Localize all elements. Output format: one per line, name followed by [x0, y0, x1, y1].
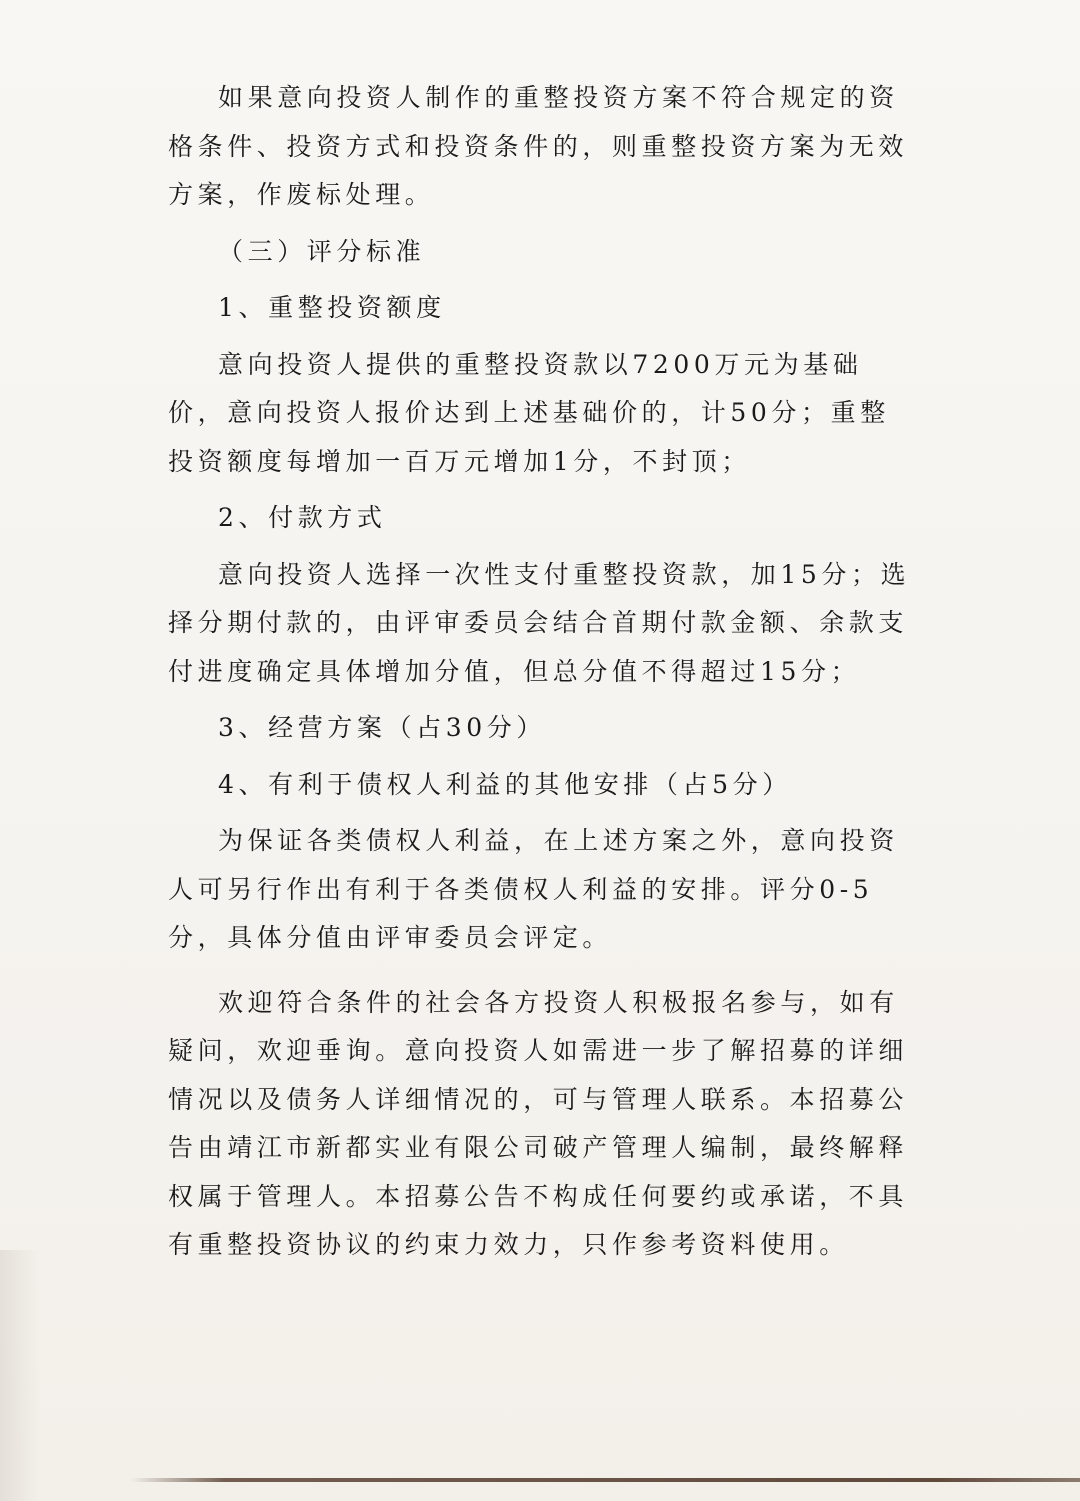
scan-shadow	[0, 1250, 40, 1501]
investment-amount-heading: 1、重整投资额度	[218, 293, 446, 322]
scoring-criteria-heading: （三）评分标准	[218, 236, 426, 266]
invalid-plan-paragraph: 如果意向投资人制作的重整投资方案不符合规定的资格条件、投资方式和投资条件的，则重整投资方案为无效方案，作废标处理。	[168, 83, 909, 209]
closing-paragraph: 欢迎符合条件的社会各方投资人积极报名参与，如有疑问，欢迎垂询。意向投资人如需进一步了解招募的详细情况以及债务人详细情况的，可与管理人联系。本招募公告由靖江市新都实业有限公司破产管理人编制，最终解释权属于管理人。本招募公告不构成任何要约或承诺，不具有重整投资协议的约束力效力，只作参考资料使用。	[168, 987, 909, 1259]
creditor-arrangements-paragraph: 为保证各类债权人利益，在上述方案之外，意向投资人可另行作出有利于各类债权人利益的安排。评分0-5分，具体分值由评审委员会评定。	[168, 826, 899, 952]
payment-method-paragraph: 意向投资人选择一次性支付重整投资款，加15分；选择分期付款的，由评审委员会结合首期付款金额、余款支付进度确定具体增加分值，但总分值不得超过15分；	[168, 559, 911, 686]
investment-amount-paragraph: 意向投资人提供的重整投资款以7200万元为基础价，意向投资人报价达到上述基础价的，计50分；重整投资额度每增加一百万元增加1分，不封顶；	[168, 349, 890, 476]
bottom-edge-line	[130, 1478, 1080, 1482]
creditor-arrangements-heading: 4、有利于债权人利益的其他安排（占5分）	[218, 769, 792, 799]
business-plan-heading: 3、经营方案（占30分）	[218, 713, 546, 742]
document-body	[168, 74, 916, 1270]
payment-method-heading: 2、付款方式	[218, 503, 387, 532]
